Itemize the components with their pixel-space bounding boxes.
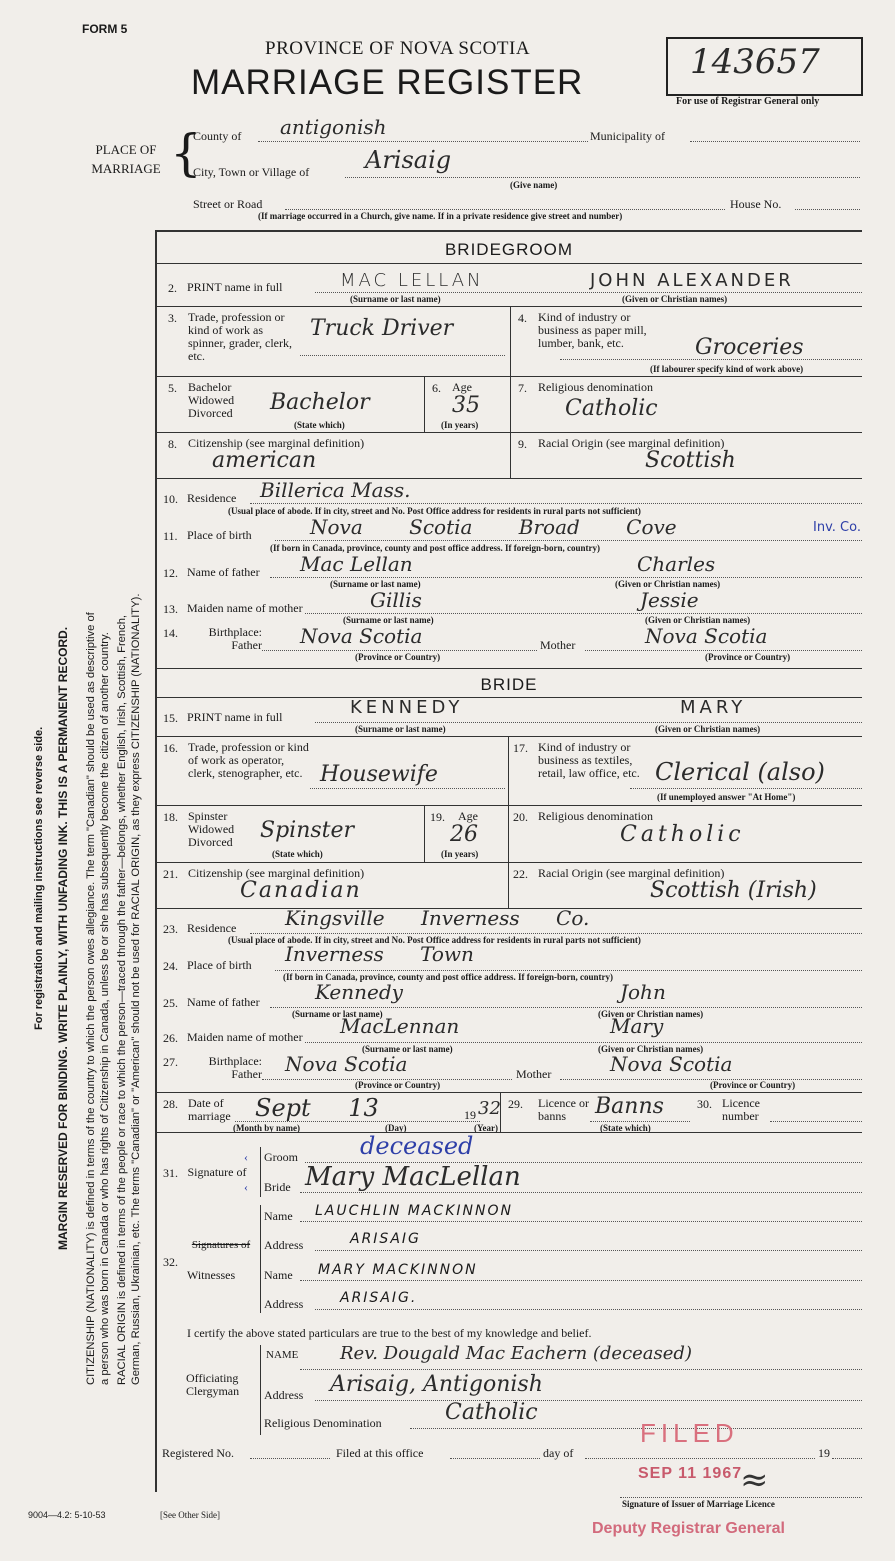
surname-caption: (Surname or last name) [355,724,446,734]
groom-religion-label: Religious denomination [538,380,653,394]
groom-status-label: Bachelor Widowed Divorced [188,380,235,420]
city-value: Arisaig [365,146,452,174]
bride-citizenship: Canadian [240,878,362,903]
surname-caption: (Surname or last name) [330,579,421,589]
signatures-struck: Signatures of [191,1239,251,1251]
clergy-denomination: Catholic [445,1400,538,1425]
groom-age: 35 [452,393,480,418]
marriage-year: 32 [478,1098,501,1119]
racial-definition-1: RACIAL ORIGIN is defined in terms of the people or race to which the person—traced through the father—belongs, whether English, Irish, Scottish, French, [116,614,128,1385]
citizenship-definition-2: a person who was born in Canada or who has rights of Citizenship in Canada, unless be or she has subsequently become the citizen of another country. [99,632,111,1385]
birth-caption: (If born in Canada, province, county and post office address. If foreign-born, country) [283,972,614,982]
bride-status-label: Spinster Widowed Divorced [188,809,235,849]
bride-trade-label: Trade, profession or kind of work as operator, clerk, stenographer, etc. [188,740,309,780]
bride-father-label: Name of father [187,995,260,1009]
witness2-name-label: Name [264,1268,293,1282]
witnesses-label: Witnesses [187,1268,236,1282]
given-caption: (Given or Christian names) [615,579,721,589]
bride-father-given: John [620,980,666,1004]
groom-status: Bachelor [270,390,370,415]
registrar-signature: ≈ [740,1460,769,1500]
groom-birthplace: Nova Scotia Broad Cove [310,515,677,539]
year-prefix: 19 [464,1108,476,1122]
mother-label: Mother [516,1067,552,1081]
citizenship-definition-1: CITIZENSHIP (NATIONALITY) is defined in terms of the country to which the person owes allegiance. The term "Canadian" should be used as descriptive of [85,612,97,1385]
groom-industry-label: Kind of industry or business as paper mill, lumber, bank, etc. [538,310,647,350]
witness2-address: ARISAIG. [340,1290,418,1306]
groom-residence: Billerica Mass. [260,478,411,502]
witness2-name: MARY MACKINNON [318,1262,478,1278]
bride-name-label: PRINT name in full [187,710,283,724]
bride-racial-label: Racial Origin (see marginal definition) [538,866,725,880]
licence-value: Banns [595,1094,664,1119]
bride-industry: Clerical (also) [655,758,825,786]
surname-caption: (Surname or last name) [362,1044,453,1054]
clergy-address: Arisaig, Antigonish [330,1372,543,1397]
residence-caption: (Usual place of abode. If in city, street and No. Post Office address for residents in rural parts not sufficient) [228,506,641,516]
bride-mother-surname: MacLennan [340,1014,460,1038]
bride-trade: Housewife [320,762,438,787]
month-caption: (Month by name) [233,1123,300,1133]
bride-religion-label: Religious denomination [538,809,653,823]
bride-religion: Catholic [620,822,745,847]
province-caption: (Province or Country) [710,1080,796,1090]
city-label: City, Town or Village of [193,165,310,179]
witness1-name-label: Name [264,1209,293,1223]
groom-citizenship-label: Citizenship (see marginal definition) [188,436,365,450]
bride-residence: Kingsville Inverness Co. [285,906,590,930]
clergy-name: Rev. Dougald Mac Eachern (deceased) [340,1343,692,1364]
given-caption: (Given or Christian names) [598,1009,704,1019]
brace: { [170,124,202,182]
witness2-address-label: Address [264,1297,304,1311]
bride-signature: Mary MacLellan [305,1162,521,1192]
unemployed-caption: (If unemployed answer "At Home") [657,792,796,802]
marriage-month-day: Sept 13 [255,1094,379,1122]
bride-mother-label: Maiden name of mother [187,1030,303,1044]
filed-stamp: FILED [640,1418,739,1448]
municipality-label: Municipality of [590,129,665,143]
groom-signature: deceased [360,1132,474,1160]
groom-surname: MAC LELLAN [340,270,484,291]
groom-racial: Scottish [645,448,736,473]
surname-caption: (Surname or last name) [292,1009,383,1019]
bride-racial: Scottish (Irish) [650,878,817,903]
issuer-caption: Signature of Issuer of Marriage Licence [622,1499,775,1509]
industry-caption: (If labourer specify kind of work above) [650,364,804,374]
groom-father-label: Name of father [187,565,260,579]
bride-residence-label: Residence [187,921,237,935]
margin-reserved-text: MARGIN RESERVED FOR BINDING. WRITE PLAINLY, WITH UNFADING INK. THIS IS A PERMANENT RECORD. [56,626,70,1250]
groom-trade-label: Trade, profession or kind of work as spinner, grader, clerk, etc. [188,310,292,363]
groom-birthplace-label: Place of birth [187,528,252,542]
bride-birthplace: Inverness Town [285,942,474,966]
given-caption: (Given or Christian names) [622,294,728,304]
province-heading: PROVINCE OF NOVA SCOTIA [265,38,531,59]
signature-of-label: Signature of [187,1165,247,1179]
groom-mother-birthplace: Nova Scotia [645,624,768,648]
province-caption: (Province or Country) [705,652,791,662]
bride-birthplace-label: Place of birth [187,958,252,972]
bride-mother-birthplace: Nova Scotia [610,1052,733,1076]
groom-residence-label: Residence [187,491,237,505]
give-name-caption: (Give name) [510,180,558,190]
witness1-address-label: Address [264,1238,304,1252]
place-of-marriage-label: PLACE OF MARRIAGE [91,142,161,176]
bridegroom-heading: BRIDEGROOM [444,240,574,259]
clergy-label: Officiating Clergyman [186,1371,240,1398]
bride-birthplace-father-label: Birthplace: Father [208,1054,262,1081]
bride-status: Spinster [260,818,355,843]
page-title: MARRIAGE REGISTER [191,63,584,102]
certify-statement: I certify the above stated particulars are true to the best of my knowledge and belief. [187,1326,592,1340]
bride-industry-label: Kind of industry or business as textiles, retail, law office, etc. [538,740,640,780]
age-caption: (In years) [441,849,479,859]
groom-mother-surname: Gillis [370,588,422,612]
form-code: 9004—4.2: 5-10-53 [28,1510,106,1520]
register-number: 143657 [690,42,820,82]
bride-given: MARY [680,697,747,718]
county-label: County of [193,129,242,143]
bride-sig-label: Bride [264,1180,291,1194]
licence-label: Licence or banns [538,1096,589,1123]
instructions-text: For registration and mailing instructions see reverse side. [33,726,45,1030]
province-caption: (Province or Country) [355,652,441,662]
status-caption: (State which) [272,849,323,859]
groom-sig-label: Groom [264,1150,298,1164]
groom-father-birthplace: Nova Scotia [300,624,423,648]
groom-mother-given: Jessie [640,588,699,612]
groom-mother-label: Maiden name of mother [187,601,303,615]
bride-surname: KENNEDY [350,697,464,718]
licence-number-label: Licence number [722,1096,760,1123]
residence-caption: (Usual place of abode. If in city, street and No. Post Office address for residents in rural parts not sufficient) [228,935,641,945]
groom-racial-label: Racial Origin (see marginal definition) [538,436,725,450]
birth-caption: (If born in Canada, province, county and post office address. If foreign-born, country) [270,543,601,553]
witness1-address: ARISAIG [350,1231,421,1247]
clergy-address-label: Address [264,1388,304,1402]
filed-date-stamp: SEP 11 1967 [638,1465,743,1482]
surname-caption: (Surname or last name) [350,294,441,304]
clergy-name-label: NAME [266,1349,299,1361]
bride-heading: BRIDE [480,675,538,694]
registrar-note: For use of Registrar General only [676,96,820,107]
bride-father-birthplace: Nova Scotia [285,1052,408,1076]
given-caption: (Given or Christian names) [655,724,761,734]
groom-industry: Groceries [695,335,804,360]
groom-birthplace-note: Inv. Co. [813,520,861,535]
surname-caption: (Surname or last name) [343,615,434,625]
see-other-side: [See Other Side] [160,1510,220,1520]
year-label: 19 [818,1446,830,1460]
bride-age: 26 [450,822,478,847]
groom-given: JOHN ALEXANDER [590,270,794,291]
bride-father-surname: Kennedy [315,980,403,1004]
state-which-caption: (State which) [600,1123,651,1133]
filed-label: Filed at this office [336,1446,424,1460]
form-number: FORM 5 [82,22,128,36]
age-caption: (In years) [441,420,479,430]
groom-trade: Truck Driver [310,316,454,341]
groom-father-given: Charles [637,552,716,576]
given-caption: (Given or Christian names) [598,1044,704,1054]
groom-mother-birthplace-label: Mother [540,638,576,652]
street-note: (If marriage occurred in a Church, give name. If in a private residence give street and number) [258,211,623,221]
groom-religion: Catholic [565,396,658,421]
racial-definition-2: German, Russian, Ukrainian, etc. The terms "Canadian" or "American" should not be used for RACIAL ORIGIN, as they express CITIZENSHIP (NATIONALITY). [130,593,142,1385]
street-label: Street or Road [193,197,263,211]
groom-birthplace-father-label: Birthplace: Father [208,625,262,652]
deputy-registrar-stamp: Deputy Registrar General [592,1520,785,1537]
groom-age-label: Age [452,380,472,394]
house-label: House No. [730,197,782,211]
registered-no-label: Registered No. [162,1446,234,1460]
groom-name-label: PRINT name in full [187,280,283,294]
county-value: antigonish [280,115,387,139]
bride-citizenship-label: Citizenship (see marginal definition) [188,866,365,880]
groom-father-surname: Mac Lellan [300,552,413,576]
province-caption: (Province or Country) [355,1080,441,1090]
day-caption: (Day) [385,1123,407,1133]
given-caption: (Given or Christian names) [645,615,751,625]
status-caption: (State which) [294,420,345,430]
day-of-label: day of [543,1446,574,1460]
groom-citizenship: american [212,448,317,473]
witness1-name: LAUCHLIN MACKINNON [315,1203,513,1219]
bride-mother-given: Mary [610,1014,664,1038]
date-label: Date of marriage [188,1096,231,1123]
year-caption: (Year) [474,1123,498,1133]
bride-age-label: Age [458,809,478,823]
clergy-denomination-label: Religious Denomination [264,1416,382,1430]
